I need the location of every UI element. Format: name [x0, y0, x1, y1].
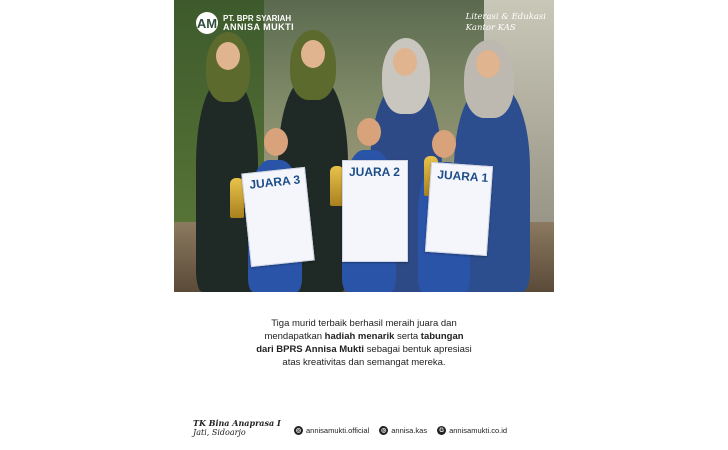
adult-face	[216, 42, 240, 70]
child-face	[264, 128, 288, 156]
event-location	[193, 418, 281, 438]
instagram-icon: ◎	[381, 428, 387, 434]
caption-line-4: atas kreativitas dan semangat mereka.	[282, 357, 446, 368]
school-place: Jati, Sidoarjo	[193, 428, 246, 437]
brand-logo	[196, 12, 294, 34]
certificate-label: JUARA 3	[248, 172, 301, 192]
caption-highlight: tabungan	[420, 331, 464, 342]
caption-text: sebagai bentuk apresiasi	[364, 344, 472, 355]
social-handle: annisamukti.co.id	[449, 426, 508, 435]
program-tagline	[466, 12, 546, 34]
adult-face	[301, 40, 325, 68]
social-link-instagram-official[interactable]	[294, 426, 369, 435]
caption-line-3	[174, 343, 554, 356]
tagline-line-1: Literasi & Edukasi	[465, 12, 546, 22]
adult-face	[476, 50, 500, 78]
instagram-icon: ◎	[295, 428, 302, 434]
caption-highlight: dari BPRS Annisa Mukti	[256, 344, 365, 355]
event-photo	[174, 0, 554, 292]
certificate-label: JUARA 1	[436, 167, 489, 185]
social-links	[294, 426, 507, 435]
web-icon: G	[437, 426, 446, 435]
adult-face	[393, 48, 417, 76]
brand-line-2: ANNISA MUKTI	[223, 22, 295, 32]
brand-mark-icon: AM	[196, 12, 218, 34]
tagline-line-2: Kantor KAS	[465, 23, 516, 33]
social-link-instagram-kas[interactable]	[379, 426, 427, 435]
child-face	[432, 130, 456, 158]
caption-text: serta	[394, 331, 421, 342]
child-face	[357, 118, 381, 146]
certificate-juara-2	[342, 160, 408, 262]
post-caption	[174, 317, 554, 369]
social-handle: annisa.kas	[391, 426, 428, 435]
certificate-juara-3	[241, 167, 314, 267]
brand-line-1: PT. BPR SYARIAH	[223, 14, 292, 23]
social-handle: annisamukti.official	[306, 426, 370, 435]
caption-line-2	[174, 330, 554, 343]
certificate-juara-1	[425, 162, 493, 256]
caption-line-1: Tiga murid terbaik berhasil meraih juara dan	[271, 318, 457, 329]
school-name: TK Bina Anaprasa I	[193, 418, 281, 428]
certificate-label: JUARA 2	[349, 165, 400, 179]
caption-text: mendapatkan	[264, 331, 325, 342]
brand-name	[223, 14, 294, 32]
social-link-website[interactable]	[437, 426, 507, 435]
caption-highlight: hadiah menarik	[324, 331, 395, 342]
